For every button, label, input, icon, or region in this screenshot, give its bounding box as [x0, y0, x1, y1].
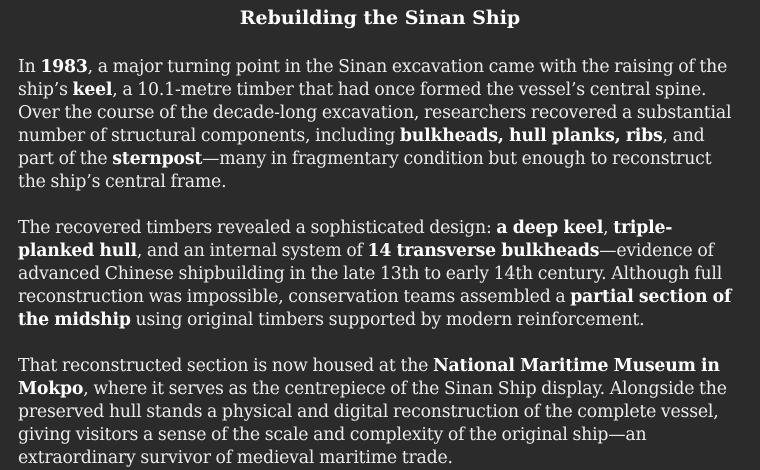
text-span: The recovered timbers revealed a sophisticated design:	[18, 218, 497, 238]
highlight-year: 1983	[40, 57, 88, 77]
text-span: , a major turning point in the Sinan excavation came with the raising of the ship’s	[18, 57, 728, 100]
paragraph-design	[18, 217, 742, 332]
text-span: , and part of the	[18, 126, 705, 169]
highlight-midship-section: partial section of the midship	[18, 287, 732, 330]
text-span: , where it serves as the centrepiece of the Sinan Ship display. Alongside the preserved hull stands a physical and digital reconstruction of the complete vessel, giving visitors a sense of the scale and complexity of the original ship—an extraordinary survivor of medieval maritime trade.	[18, 379, 727, 468]
text-span: , a 10.1-metre timber that had once formed the vessel’s central spine. Over the course of the decade-long excavation, researchers recovered a substantial number of structural components, including	[18, 80, 732, 146]
highlight-keel: keel	[72, 80, 113, 100]
text-span: , and an internal system of	[136, 241, 368, 261]
article-title: Rebuilding the Sinan Ship	[239, 7, 521, 29]
highlight-museum: National Maritime Museum in Mokpo	[18, 356, 720, 399]
text-span: —evidence of advanced Chinese shipbuilding in the late 13th to early 14th century. Although full reconstruction was impossible, conservation teams assembled a	[18, 241, 723, 307]
text-span: ,	[603, 218, 614, 238]
highlight-components: bulkheads, hull planks, ribs	[399, 126, 663, 146]
text-span: —many in fragmentary condition but enough to reconstruct the ship’s central frame.	[18, 149, 712, 192]
highlight-deep-keel: a deep keel	[496, 218, 604, 238]
paragraph-museum	[18, 355, 742, 470]
highlight-sternpost: sternpost	[112, 149, 203, 169]
highlight-triple-planked-hull: triple-planked hull	[18, 218, 673, 261]
text-span: using original timbers supported by modern reinforcement.	[130, 310, 645, 330]
text-span: In	[18, 57, 41, 77]
paragraph-keel-recovery	[18, 56, 742, 194]
highlight-bulkheads: 14 transverse bulkheads	[367, 241, 600, 261]
text-span: That reconstructed section is now housed at the	[18, 356, 433, 376]
